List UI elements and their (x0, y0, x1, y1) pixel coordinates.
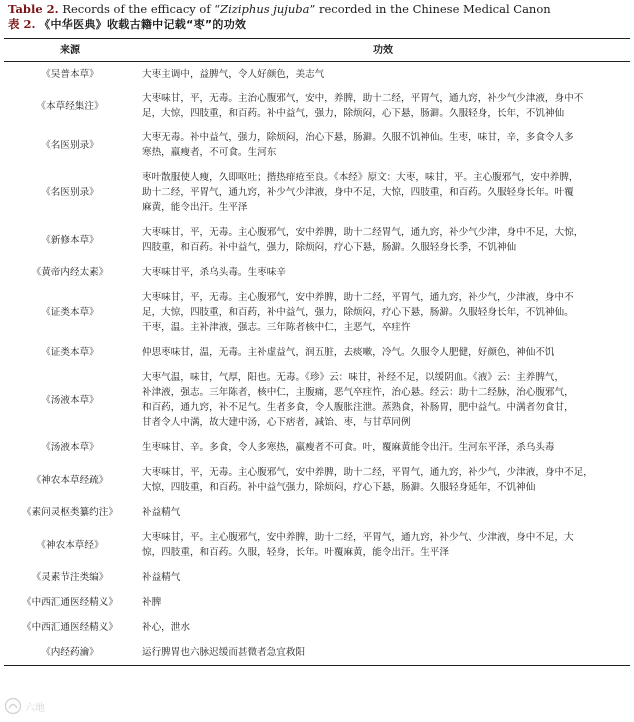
efficacy-line: 大枣味甘，平，无毒。主心腹邪气，安中养脾，助十二经，平胃气，通九窍，补少气，少津液，身中不 (142, 292, 574, 303)
efficacy-line: 麻黄，能令出汗。生平泽 (142, 202, 248, 213)
table-row (4, 640, 630, 666)
table-row (4, 590, 630, 615)
table-row (4, 260, 630, 285)
efficacy-line: 干枣，温。主补津液，强志。三年陈者核中仁，主恶气，卒疰忤 (142, 322, 411, 333)
efficacy-line: 大枣味甘，平，无毒。主心腹邪气，安中养脾，助十二经胃气，通九窍，补少气少津，身中不足，大惊， (142, 227, 584, 238)
table-row (4, 165, 630, 220)
source-cell: 《汤液本草》 (41, 394, 99, 406)
table-caption (8, 2, 628, 32)
efficacy-cell (136, 220, 630, 260)
efficacy-line: 大枣无毒。补中益气，强力，除烦闷，治心下悬，肠澼。久服不饥神仙。生枣，味甘，辛，多食令人多 (142, 132, 574, 143)
source-cell: 《中西汇通医经精义》 (22, 597, 118, 608)
efficacy-line: 生枣味甘、辛。多食，令人多寒热，羸瘦者不可食。叶，覆麻黄能令出汗。生河东平泽，杀乌头毒 (142, 442, 555, 453)
efficacy-cell (136, 615, 630, 640)
source-cell: 《神农本草经》 (36, 539, 104, 551)
efficacy-line: 四肢重，和百药。补中益气，强力，除烦闷，疗心下悬，肠澼。久服轻身长季，不饥神仙 (142, 242, 517, 253)
watermark (4, 694, 74, 718)
efficacy-cell (136, 340, 630, 365)
header-source: 来源 (4, 39, 136, 62)
source-cell: 《吴普本草》 (41, 69, 99, 80)
source-cell: 《灵素节注类编》 (31, 572, 109, 583)
efficacy-line: 补心，泄水 (142, 622, 190, 633)
table-row (4, 365, 630, 435)
efficacy-cell (136, 62, 630, 88)
efficacy-cell (136, 435, 630, 460)
efficacy-line: 寒热，羸瘦者，不可食。生河东 (142, 147, 277, 158)
table-row (4, 615, 630, 640)
efficacy-table (4, 38, 630, 666)
table-row (4, 565, 630, 590)
efficacy-line: 甘者令人中满，故大建中汤，心下痞者，减饴、枣，与甘草同例 (142, 417, 411, 428)
watermark-text: 六地 (25, 702, 45, 714)
efficacy-line: 仲思枣味甘，温，无毒。主补虚益气，润五脏，去痰嗽，冷气。久服令人肥健，好颜色，神仙不饥 (142, 347, 555, 358)
source-cell: 《名医别录》 (41, 139, 99, 151)
caption-zh-label: 表 2. (8, 17, 36, 31)
source-cell: 《证类本草》 (41, 307, 99, 318)
source-cell: 《黄帝内经太素》 (31, 267, 109, 278)
efficacy-line: 大枣味甘平，杀乌头毒。生枣味辛 (142, 267, 286, 278)
efficacy-line: 大枣味甘，平。主心腹邪气，安中养脾，助十二经，平胃气，通九窍，补少气、少津液，身中不足，大 (142, 532, 574, 543)
table-row (4, 87, 630, 125)
source-cell: 《神农本草经疏》 (31, 474, 109, 486)
efficacy-line: 和百药，通九窍，补不足气。生者多食，令人腹胀注泄。蒸熟食，补肠胃，肥中益气。中满者勿食甘， (142, 402, 574, 413)
efficacy-line: 足，大惊，四肢重，和百药，补中益气，强力，除烦闷，疗心下悬，肠澼。久服轻身长年，不饥神仙。 (142, 307, 574, 318)
source-cell: 《汤液本草》 (41, 442, 99, 453)
efficacy-line: 大枣主调中，益脾气，令人好颜色，美志气 (142, 69, 325, 80)
caption-en-species: Ziziphus jujuba (220, 2, 310, 16)
efficacy-line: 枣叶散服使人瘦，久即呕吐；揩热痱疮至良。《本经》原文：大枣，味甘，平。主心腹邪气，安中养脾， (142, 172, 579, 183)
efficacy-line: 大枣气温，味甘，气厚，阳也。无毒。《珍》云：味甘，补经不足，以缓阴血。《液》云：主养脾气， (142, 372, 565, 383)
table-row (4, 125, 630, 165)
efficacy-cell (136, 565, 630, 590)
efficacy-line: 补津液，强志。三年陈者，核中仁，主腹痛，恶气卒疰忤，治心悬。经云：助十二经脉，治心腹邪气， (142, 387, 574, 398)
table-row (4, 62, 630, 88)
table-row (4, 500, 630, 525)
efficacy-cell (136, 285, 630, 340)
efficacy-cell (136, 590, 630, 615)
efficacy-line: 补益精气 (142, 507, 181, 518)
efficacy-cell (136, 260, 630, 285)
table-row (4, 460, 630, 500)
efficacy-line: 补脾 (142, 597, 162, 608)
table-row (4, 435, 630, 460)
caption-en-title (62, 2, 550, 16)
table-row (4, 525, 630, 565)
efficacy-line: 大枣味甘，平，无毒。主心腹邪气，安中养脾，助十二经，平胃气，通九窍，补少气，少津液，身中不足， (142, 467, 593, 478)
efficacy-cell (136, 87, 630, 125)
efficacy-line: 足，大惊，四肢重，和百药。补中益气，强力，除烦闷，心下悬，肠澼。久服轻身，长年，不饥神仙 (142, 108, 565, 119)
efficacy-cell (136, 525, 630, 565)
source-cell: 《证类本草》 (41, 347, 99, 358)
efficacy-cell (136, 500, 630, 525)
source-cell: 《名医别录》 (41, 187, 99, 198)
efficacy-cell (136, 640, 630, 666)
efficacy-line: 大惊，四肢重，和百药。补中益气强力，除烦闷，疗心下悬，肠澼。久服轻身延年，不饥神仙 (142, 482, 536, 493)
source-cell: 《内经药瀹》 (4, 640, 136, 666)
efficacy-cell (136, 460, 630, 500)
efficacy-cell (136, 165, 630, 220)
table-row (4, 285, 630, 340)
efficacy-line: 助十二经，平胃气，通九窍，补少气少津液，身中不足，大惊，四肢重，和百药。久服轻身长年。叶覆 (142, 187, 574, 198)
caption-en-suffix: ” recorded in the Chinese Medical Canon (309, 2, 551, 16)
table-row (4, 340, 630, 365)
header-efficacy: 功效 (136, 39, 630, 62)
efficacy-line: 运行脾胃也六脉迟缓而甚微者急宜救阳 (142, 647, 306, 658)
source-cell: 《中西汇通医经精义》 (22, 622, 118, 633)
table-row (4, 220, 630, 260)
source-cell: 《本草经集注》 (36, 100, 104, 112)
table-body (4, 62, 630, 666)
watermark-logo-icon (4, 697, 22, 715)
caption-en-label: Table 2. (8, 2, 59, 16)
caption-zh-title: 《中华医典》收载古籍中记载“枣”的功效 (39, 18, 247, 31)
caption-en-prefix: Records of the efficacy of “ (62, 2, 221, 16)
source-cell: 《新修本草》 (41, 234, 99, 246)
efficacy-cell (136, 365, 630, 435)
caption-english (8, 2, 628, 17)
efficacy-cell (136, 125, 630, 165)
efficacy-line: 大枣味甘，平，无毒。主治心腹邪气，安中，养脾，助十二经，平胃气，通九窍，补少气少津液，身中不 (142, 93, 584, 104)
table-header-row (4, 39, 630, 62)
source-cell: 《素问灵枢类纂约注》 (22, 507, 118, 518)
efficacy-line: 惊，四肢重，和百药。久服，轻身，长年。叶覆麻黄，能令出汗。生平泽 (142, 547, 449, 558)
efficacy-line: 补益精气 (142, 572, 181, 583)
caption-chinese (8, 17, 628, 32)
